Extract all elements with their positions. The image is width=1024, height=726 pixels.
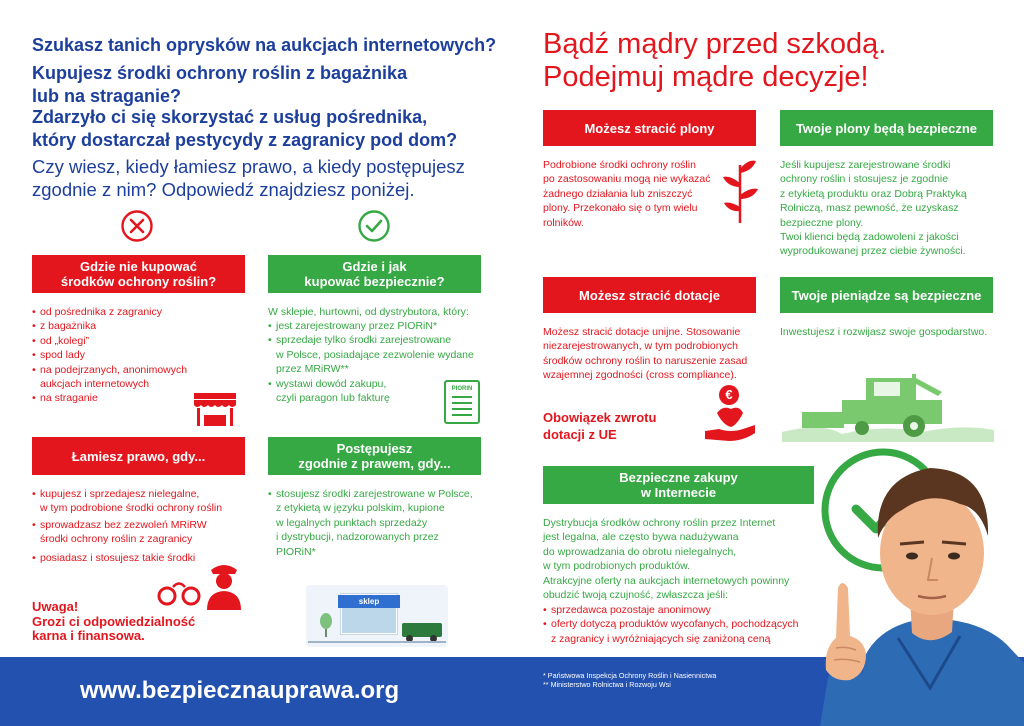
follow-law-header: Postępujesz zgodnie z prawem, gdy...: [268, 437, 481, 475]
handcuffs-icon: [155, 578, 203, 608]
cross-circle-icon: [120, 209, 154, 243]
list-item: • sprzedawca pozostaje anonimowy: [543, 603, 833, 617]
police-officer-icon: [205, 560, 243, 610]
list-item: • na straganie: [32, 391, 242, 405]
market-stall-icon: [190, 388, 240, 428]
question-1: Szukasz tanich oprysków na aukcjach internetowych?: [32, 35, 497, 55]
list-item: • z bagażnika: [32, 319, 242, 333]
list-item: • na podejrzanych, anonimowych aukcjach internetowych: [32, 363, 242, 392]
website-link[interactable]: www.bezpiecznauprawa.org: [80, 677, 400, 704]
footnote: * Państwowa Inspekcja Ochrony Roślin i Nasiennictwa: [543, 671, 717, 680]
check-circle-icon: [357, 209, 391, 243]
list-item: • oferty dotyczą produktów wycofanych, pochodzących z zagranicy i wyróżniających się zaniżoną ceną: [543, 617, 833, 646]
document-icon: [444, 380, 480, 424]
safe-shopping-text: Dystrybucja środków ochrony roślin przez Internet jest legalna, ale często bywa nadużywana do wprowadzania do obrotu nielegalnych, w tym podrobionych produktów. Atrakcyjne oferty na aukcjach internetowych powinny obudzić twoją czujność, zwłaszcza jeśli:: [543, 517, 790, 602]
lose-crops-text: Podrobione środki ochrony roślin po zastosowaniu mogą nie wykazać żadnego działania lub zniszczyć plony. Przekonało się o tym wielu rolników.: [543, 159, 711, 229]
subsidy-refund-text: Obowiązek zwrotu dotacji z UE: [543, 410, 657, 442]
break-law-list: [32, 487, 252, 565]
list-item: • kupujesz i sprzedajesz nielegalne, w tym podrobione środki ochrony roślin: [32, 487, 252, 516]
list-item: • sprzedaje tylko środki zarejestrowane w Polsce, posiadające zezwolenie wydane przez MRiRW**: [268, 333, 498, 376]
safe-crops-header: Twoje plony będą bezpieczne: [780, 110, 993, 146]
list-item: • od pośrednika z zagranicy: [32, 305, 242, 319]
safe-money-header: Twoje pieniądze są bezpieczne: [780, 277, 993, 313]
safe-crops-text: Jeśli kupujesz zarejestrowane środki ochrony roślin i stosujesz je zgodnie z etykietą produktu oraz Dobrą Praktyką Rolniczą, masz pewność, że uzyskasz bezpieczne plony. Twoi klienci będą zadowoleni z jakości wyprodukowanej przez ciebie żywności.: [780, 159, 967, 258]
euro-coin-icon: €: [719, 385, 739, 405]
safe-shopping-header: Bezpieczne zakupy w Internecie: [543, 466, 814, 504]
question-3: Zdarzyło ci się skorzystać z usług pośrednika, który dostarczał pestycydy z zagranicy pod dom?: [32, 107, 458, 150]
list-item: • posiadasz i stosujesz takie środki: [32, 551, 252, 565]
follow-law-list: [268, 487, 498, 559]
money-hand-icon: [703, 385, 757, 443]
question-2: Kupujesz środki ochrony roślin z bagażnika lub na straganie?: [32, 63, 408, 106]
footnotes: [543, 671, 716, 689]
lose-subsidy-text: Możesz stracić dotacje unijne. Stosowanie niezarejestrowanych, w tym podrobionych środków ochrony roślin to naruszenie zasad wzajemnej zgodności (cross compliance).: [543, 326, 748, 382]
plant-icon: [718, 155, 762, 225]
shop-illustration: [306, 585, 448, 647]
question-answer-intro: Czy wiesz, kiedy łamiesz prawo, a kiedy postępujesz zgodnie z nim? Odpowiedź znajdziesz poniżej.: [32, 156, 465, 200]
break-law-header: Łamiesz prawo, gdy...: [32, 437, 245, 475]
lose-crops-header: Możesz stracić plony: [543, 110, 756, 146]
list-item: • spod lady: [32, 348, 242, 362]
main-title: Bądź mądry przed szkodą. Podejmuj mądre decyzje!: [543, 28, 887, 93]
where-buy-intro: W sklepie, hurtowni, od dystrybutora, który:: [268, 306, 469, 318]
shop-sign: sklep: [338, 595, 400, 608]
list-item: • wystawi dowód zakupu, czyli paragon lub fakturę: [268, 377, 498, 406]
list-item: • stosujesz środki zarejestrowane w Polsce, z etykietą w języku polskim, kupione w legalnych punktach sprzedaży i dystrybucji, nadzorowanych przez PIORiN*: [268, 487, 498, 559]
farmer-illustration: [820, 448, 1024, 726]
list-item: • od „kolegi”: [32, 334, 242, 348]
footnote: ** Ministerstwo Rolnictwa i Rozwoju Wsi: [543, 680, 671, 689]
warning-text: Uwaga! Grozi ci odpowiedzialność karna i finansowa.: [32, 599, 196, 643]
combine-harvester-icon: [782, 372, 994, 442]
lose-subsidy-header: Możesz stracić dotacje: [543, 277, 756, 313]
where-buy-safely-header: Gdzie i jak kupować bezpiecznie?: [268, 255, 481, 293]
list-item: • sprowadzasz bez zezwoleń MRiRW środki ochrony roślin z zagranicy: [32, 518, 252, 547]
safe-money-text: Inwestujesz i rozwijasz swoje gospodarstwo.: [780, 326, 988, 338]
where-not-buy-header: Gdzie nie kupować środków ochrony roślin?: [32, 255, 245, 293]
safe-shopping-warning-list: [543, 603, 833, 646]
list-item: • jest zarejestrowany przez PIORiN*: [268, 319, 498, 333]
document-label: PIORIN: [451, 386, 473, 392]
